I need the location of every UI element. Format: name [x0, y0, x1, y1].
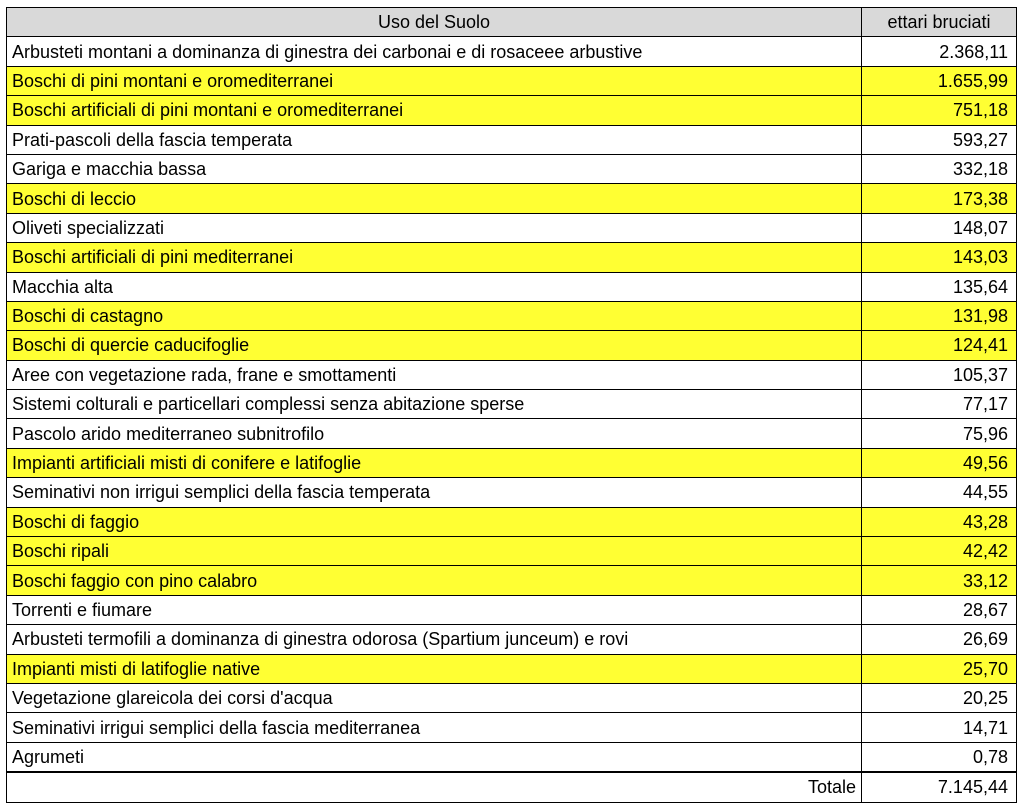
table-row — [7, 66, 1017, 95]
burned-hectares-cell: 593,27 — [862, 125, 1017, 154]
table-row — [7, 154, 1017, 183]
burned-hectares-cell: 75,96 — [862, 419, 1017, 448]
land-use-cell: Boschi artificiali di pini montani e oromediterranei — [7, 96, 862, 125]
land-use-cell: Boschi di faggio — [7, 507, 862, 536]
table-row — [7, 243, 1017, 272]
table-row — [7, 595, 1017, 624]
total-label: Totale — [7, 772, 862, 802]
land-use-cell: Oliveti specializzati — [7, 213, 862, 242]
land-use-cell: Impianti artificiali misti di conifere e latifoglie — [7, 448, 862, 477]
table-row — [7, 360, 1017, 389]
land-use-cell: Boschi di pini montani e oromediterranei — [7, 66, 862, 95]
table-row — [7, 654, 1017, 683]
land-use-cell: Boschi di quercie caducifoglie — [7, 331, 862, 360]
burned-hectares-cell: 14,71 — [862, 713, 1017, 742]
table-row — [7, 566, 1017, 595]
burned-hectares-cell: 33,12 — [862, 566, 1017, 595]
burned-hectares-cell: 751,18 — [862, 96, 1017, 125]
table-row — [7, 507, 1017, 536]
land-use-cell: Gariga e macchia bassa — [7, 154, 862, 183]
land-use-cell: Impianti misti di latifoglie native — [7, 654, 862, 683]
burned-hectares-cell: 26,69 — [862, 625, 1017, 654]
land-use-cell: Pascolo arido mediterraneo subnitrofilo — [7, 419, 862, 448]
land-use-cell: Boschi faggio con pino calabro — [7, 566, 862, 595]
table-row — [7, 419, 1017, 448]
land-use-cell: Aree con vegetazione rada, frane e smottamenti — [7, 360, 862, 389]
header-burned-hectares: ettari bruciati — [862, 8, 1017, 37]
table-row — [7, 125, 1017, 154]
table-row — [7, 713, 1017, 742]
table-row — [7, 301, 1017, 330]
table-row — [7, 390, 1017, 419]
land-use-cell: Vegetazione glareicola dei corsi d'acqua — [7, 683, 862, 712]
header-land-use: Uso del Suolo — [7, 8, 862, 37]
burned-hectares-cell: 44,55 — [862, 478, 1017, 507]
burned-hectares-cell: 135,64 — [862, 272, 1017, 301]
burned-hectares-cell: 0,78 — [862, 742, 1017, 772]
table-row — [7, 272, 1017, 301]
total-value: 7.145,44 — [862, 772, 1017, 802]
burned-hectares-cell: 173,38 — [862, 184, 1017, 213]
land-use-cell: Boschi di leccio — [7, 184, 862, 213]
burned-hectares-cell: 43,28 — [862, 507, 1017, 536]
land-use-cell: Macchia alta — [7, 272, 862, 301]
land-use-cell: Prati-pascoli della fascia temperata — [7, 125, 862, 154]
land-use-cell: Torrenti e fiumare — [7, 595, 862, 624]
land-use-table — [6, 7, 1017, 803]
land-use-cell: Seminativi irrigui semplici della fascia mediterranea — [7, 713, 862, 742]
total-row — [7, 772, 1017, 802]
burned-hectares-cell: 105,37 — [862, 360, 1017, 389]
burned-hectares-cell: 124,41 — [862, 331, 1017, 360]
table-row — [7, 537, 1017, 566]
table-row — [7, 96, 1017, 125]
table-row — [7, 213, 1017, 242]
table-row — [7, 478, 1017, 507]
table-row — [7, 448, 1017, 477]
burned-hectares-cell: 143,03 — [862, 243, 1017, 272]
table-row — [7, 184, 1017, 213]
land-use-cell: Sistemi colturali e particellari complessi senza abitazione sperse — [7, 390, 862, 419]
table-row — [7, 625, 1017, 654]
burned-hectares-cell: 148,07 — [862, 213, 1017, 242]
burned-hectares-cell: 77,17 — [862, 390, 1017, 419]
table-header-row — [7, 8, 1017, 37]
table-row — [7, 331, 1017, 360]
land-use-cell: Boschi di castagno — [7, 301, 862, 330]
burned-hectares-cell: 25,70 — [862, 654, 1017, 683]
land-use-table-container — [6, 7, 1017, 803]
burned-hectares-cell: 131,98 — [862, 301, 1017, 330]
table-body — [7, 37, 1017, 772]
land-use-cell: Boschi artificiali di pini mediterranei — [7, 243, 862, 272]
land-use-cell: Seminativi non irrigui semplici della fascia temperata — [7, 478, 862, 507]
burned-hectares-cell: 332,18 — [862, 154, 1017, 183]
burned-hectares-cell: 2.368,11 — [862, 37, 1017, 66]
burned-hectares-cell: 49,56 — [862, 448, 1017, 477]
land-use-cell: Boschi ripali — [7, 537, 862, 566]
burned-hectares-cell: 1.655,99 — [862, 66, 1017, 95]
burned-hectares-cell: 28,67 — [862, 595, 1017, 624]
land-use-cell: Arbusteti termofili a dominanza di ginestra odorosa (Spartium junceum) e rovi — [7, 625, 862, 654]
burned-hectares-cell: 42,42 — [862, 537, 1017, 566]
table-row — [7, 683, 1017, 712]
table-row — [7, 37, 1017, 66]
land-use-cell: Arbusteti montani a dominanza di ginestra dei carbonai e di rosaceee arbustive — [7, 37, 862, 66]
land-use-cell: Agrumeti — [7, 742, 862, 772]
table-row — [7, 742, 1017, 772]
burned-hectares-cell: 20,25 — [862, 683, 1017, 712]
